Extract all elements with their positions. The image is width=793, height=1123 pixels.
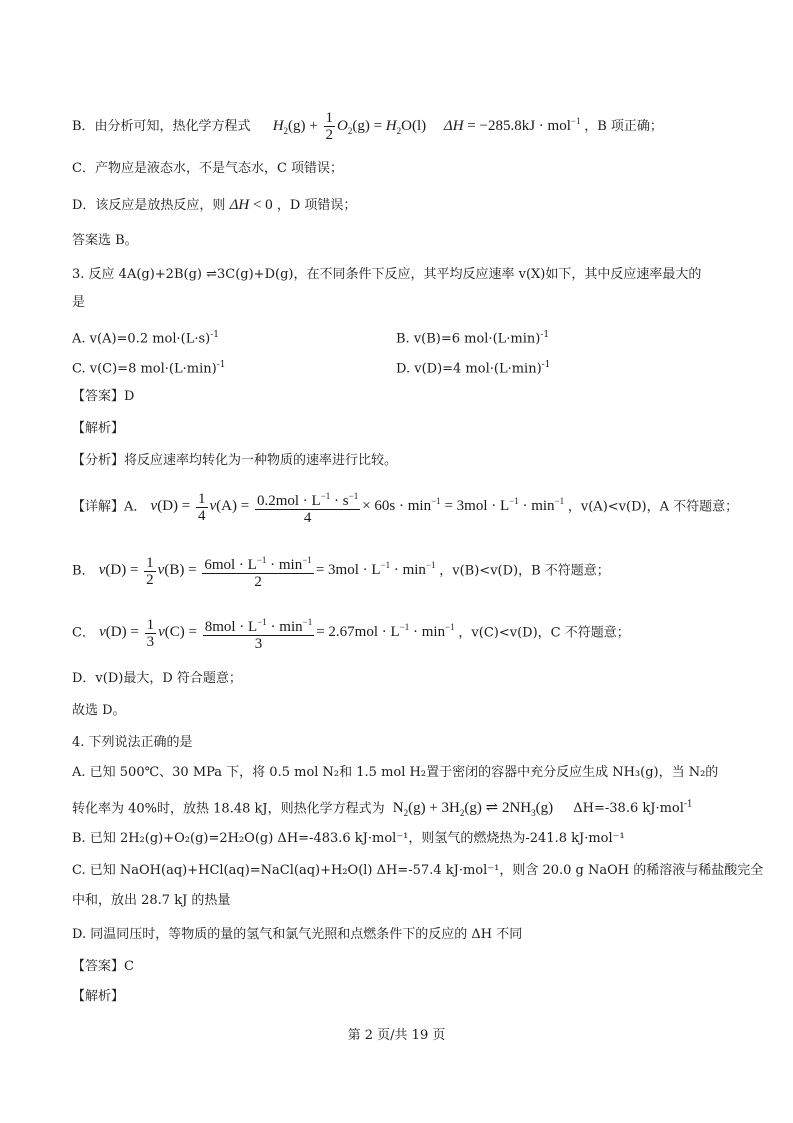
q3-option-c-text: C. v(C)=8 mol·(L·min) [72,361,217,377]
q3-detail-c-calc: v(D) = $\frac{1}{3}$ v(C) = $\frac{8mol \cdot L^{-1} \cdot \min^{-1}}{3}$ = $2.67mol \cdot L^{-1} \cdot \min^{-1}$ [99,624,458,640]
q3-answer-label: 【答案】 [72,389,125,404]
q3-answer-value: D [124,389,135,404]
q3-option-c [72,356,225,378]
q4-answer-label: 【答案】 [72,959,125,974]
q4-answer [72,958,134,976]
q3-answer [72,388,134,406]
q3-option-d [396,356,550,378]
q4-option-a-text: 转化率为 40%时，放热 18.48 kJ，则热化学方程式为 [72,801,385,817]
q3-option-a-text: A. v(A)=0.2 mol·(L·s) [72,331,211,347]
q4-option-a-dh-sup: -1 [683,800,693,810]
q4-option-c-line1: C. 已知 NaOH(aq)+HCl(aq)=NaCl(aq)+H₂O(l) ΔH=-57.4 kJ·mol⁻¹，则含 20.0 g NaOH 的稀溶液与稀盐酸完全 [72,863,764,878]
q4-option-a-equation: $N_2(g) + 3H_2(g)$ ⇌ $2NH_3(g)$ [392,800,554,819]
b-delta-h: ΔH = −285.8kJ · mol$^{-1}$ [443,115,581,134]
q4-option-a-line1: A. 已知 500℃、30 MPa 下，将 0.5 mol N₂和 1.5 mol H₂置于密闭的容器中充分反应生成 NH₃(g)，当 N₂的 [72,765,719,780]
q3-detail-c-tail: ，v(C)<v(D)，C 不符题意； [458,625,630,641]
q3-stem-line1: 3. 反应 4A(g)+2B(g) ⇌3C(g)+D(g)，在不同条件下反应，其平均反应速率 v(X)如下，其中反应速率最大的 [72,267,702,282]
q3-option-c-sup: -1 [216,360,226,370]
q4-option-a-line2 [72,796,693,822]
q3-option-b-text: B. v(B)=6 mol·(L·min) [396,331,541,347]
b-tail: ，B 项正确； [584,118,663,134]
q3-option-b-sup: -1 [540,330,550,340]
option-b-analysis [72,110,663,143]
q4-jiexi: 【解析】 [72,989,125,1004]
q4-option-b: B. 已知 2H₂(g)+O₂(g)=2H₂O(g) ΔH=-483.6 kJ·mol⁻¹，则氢气的燃烧热为-241.8 kJ·mol⁻¹ [72,831,625,846]
q4-option-a-dh [573,801,692,816]
answer-b: 答案选 B。 [72,233,138,248]
d-math: ΔH < 0 [229,197,273,213]
q3-jiexi: 【解析】 [72,421,125,436]
q4-option-d: D. 同温同压时，等物质的量的氢气和氯气光照和点燃条件下的反应的 ΔH 不同 [72,927,523,942]
q3-detail-c-label: C． [72,625,95,641]
d-text: D．该反应是放热反应，则 [72,198,226,213]
q4-option-c-line2: 中和，放出 28.7 kJ 的热量 [72,893,231,908]
q3-fenxi: 【分析】将反应速率均转化为一种物质的速率进行比较。 [72,453,398,468]
q3-option-d-sup: -1 [541,360,551,370]
q3-detail-a [72,488,738,526]
q3-detail-a-tail: ，v(A)<v(D)，A 不符题意； [567,499,739,515]
q3-detail-d: D．v(D)最大，D 符合题意； [72,671,242,686]
q3-detail-b [72,552,610,590]
q4-stem: 4. 下列说法正确的是 [72,735,193,750]
page-footer: 第 2 页/共 19 页 [347,1028,446,1043]
q4-answer-value: C [124,959,134,974]
q3-detail-a-calc: v(D) = $\frac{1}{4}$ v(A) = $\frac{0.2mol \cdot L^{-1} \cdot s^{-1}}{4}$ × $60s \cdot \min^{-1} = 3mol \cdot L^{-1} \cdot \min^{-1}$ [151,498,568,514]
b-text: B．由分析可知，热化学方程式 [72,118,251,134]
q3-final: 故选 D。 [72,703,126,718]
q3-detail-a-label: 【详解】A． [72,499,147,515]
q3-option-a-sup: -1 [210,330,220,340]
q3-detail-b-tail: ，v(B)<v(D)，B 不符题意； [439,563,610,579]
q4-option-a-dh-text: ΔH=-38.6 kJ·mol [573,801,684,817]
q3-option-d-text: D. v(D)=4 mol·(L·min) [396,361,542,377]
d-tail: ，D 项错误； [276,198,357,213]
q3-detail-b-calc: v(D) = $\frac{1}{2}$ v(B) = $\frac{6mol \cdot L^{-1} \cdot \min^{-1}}{2}$ = $3mol \cdot L^{-1} \cdot \min^{-1}$ [99,562,440,578]
q3-stem-line2: 是 [72,295,86,310]
option-d-analysis [72,196,356,215]
q3-option-b [396,326,549,348]
q3-detail-b-label: B． [72,563,95,579]
q3-detail-c [72,614,630,652]
q3-option-a [72,326,219,348]
option-c-analysis: C．产物应是液态水，不是气态水，C 项错误； [72,161,344,176]
b-equation: $H_2(g)$ + $\frac{1}{2}$ $O_2(g) = H_2O(l)$ [272,110,430,143]
